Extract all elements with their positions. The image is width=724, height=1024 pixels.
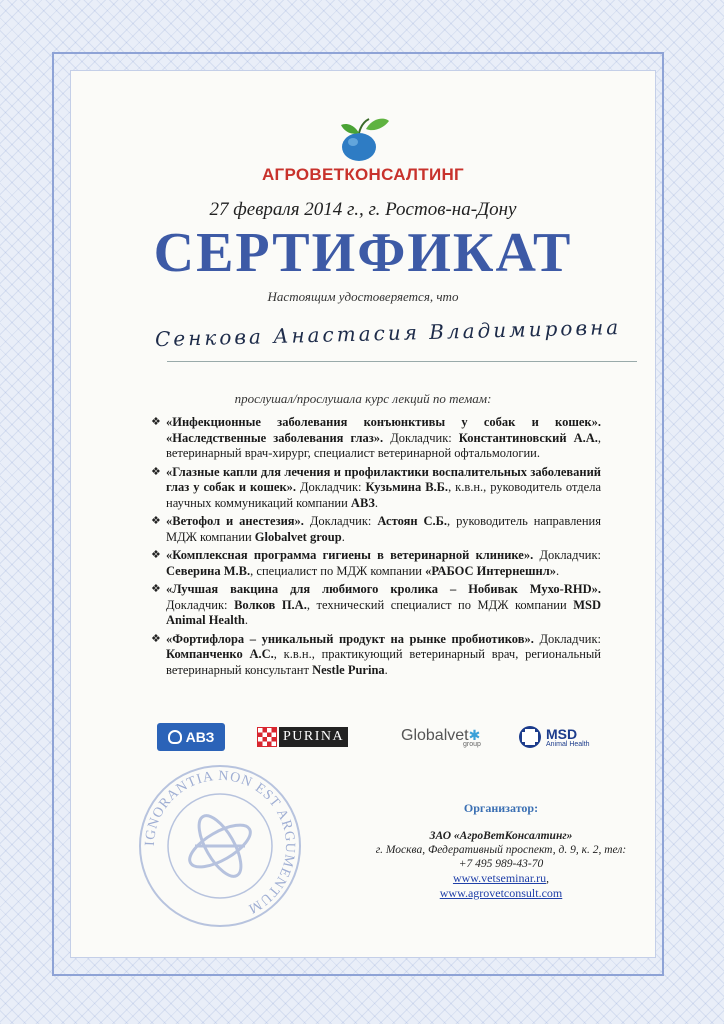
topic-text: , специалист по МДЖ компании xyxy=(250,563,426,578)
globalvet-logo-text: Globalvet xyxy=(401,726,469,744)
topic-text: , к.в.н., руководитель отдела научных коммуникаций компании xyxy=(166,480,601,510)
attended-text: прослушал/прослушала курс лекций по темам: xyxy=(234,391,492,406)
company-name: Globalvet group xyxy=(254,529,342,544)
topic-text: . xyxy=(374,495,379,510)
company-name: Nestle Purina xyxy=(312,662,385,677)
topic-text: , технический специалист по МДЖ компании xyxy=(306,597,574,612)
diamond-bullet-icon: ❖ xyxy=(151,583,161,595)
msd-subtext: Animal Health xyxy=(546,740,590,748)
topic-item xyxy=(151,415,601,462)
avz-logo xyxy=(157,723,225,751)
svg-text:IGNORANTIA NON EST ARGUMENTUM xyxy=(143,769,297,916)
speaker-name: Северина М.В. xyxy=(166,563,251,578)
company-name: MSD Animal Health xyxy=(166,597,601,627)
speaker-name: Константиновский А.А. xyxy=(458,430,598,445)
diamond-bullet-icon: ❖ xyxy=(151,632,161,645)
certificate-body xyxy=(70,70,656,958)
diamond-bullet-icon: ❖ xyxy=(151,515,161,527)
certifies-text: Настоящим удостоверяется, что xyxy=(267,289,459,304)
company-name: «РАБОС Интернешнл» xyxy=(425,563,556,578)
topic-item xyxy=(151,548,601,579)
topic-text: , руководитель направления МДЖ компании xyxy=(166,514,601,544)
purina-logo-text: PURINA xyxy=(279,727,348,747)
topic-title: «Лучшая вакцина для любимого кролика – Нобивак Мухо-RHD». xyxy=(166,582,601,596)
topic-text: . xyxy=(244,613,248,627)
star-icon: ✱ xyxy=(468,726,481,743)
msd-logo-text: MSD xyxy=(546,725,578,742)
vetseminar-link[interactable]: www.vetseminar.ru xyxy=(452,871,547,885)
organizer-address: г. Москва, Федеративный проспект, д. 9, к. 2, тел: +7 495 989-43-70 xyxy=(375,844,627,870)
topic-title: «Глазные капли для лечения и профилактики воспалительных заболеваний глаз у собак и кошек». xyxy=(166,464,601,494)
topic-text: . xyxy=(384,662,388,677)
topic-text: . xyxy=(341,529,345,544)
company-name: АВЗ xyxy=(350,495,375,510)
topic-title: «Ветофол и анестезия». xyxy=(166,514,304,528)
diamond-bullet-icon: ❖ xyxy=(151,549,161,561)
globalvet-subtext: group xyxy=(463,740,481,748)
speaker-name: Кузьмина В.Б. xyxy=(365,480,449,494)
topic-item xyxy=(151,582,601,629)
avz-logo-text: АВЗ xyxy=(185,729,215,745)
certificate-title: СЕРТИФИКАТ xyxy=(153,222,573,284)
speaker-name: Компанченко А.С. xyxy=(166,647,274,661)
topic-item xyxy=(151,632,601,679)
brand-logo xyxy=(71,115,655,163)
checkerboard-icon xyxy=(257,727,277,747)
topic-text: , ветеринарный врач-хирург, специалист ветеринарной офтальмологии. xyxy=(166,430,601,460)
msd-wordmark xyxy=(546,727,590,748)
organizer-block xyxy=(371,801,631,901)
diamond-bullet-icon: ❖ xyxy=(151,465,161,478)
topic-text: Докладчик: xyxy=(166,597,235,612)
speaker-name: Волков П.А. xyxy=(234,597,307,612)
name-underline xyxy=(167,361,637,362)
topic-item xyxy=(151,465,601,512)
topic-text: Докладчик: xyxy=(533,631,601,646)
topics-list xyxy=(151,415,601,681)
link-separator: , xyxy=(546,873,550,885)
topic-text: Докладчик: xyxy=(303,514,378,528)
organizer-name: ЗАО «АгроВетКонсалтинг» xyxy=(429,830,573,842)
topic-text: Докладчик: xyxy=(383,430,459,445)
topic-text: . xyxy=(555,563,560,578)
date-location: 27 февраля 2014 г., г. Ростов-на-Дону xyxy=(209,199,517,220)
topic-title: «Комплексная программа гигиены в ветеринарной клинике». xyxy=(166,548,534,562)
brand-name: АГРОВЕТКОНСАЛТИНГ xyxy=(261,165,464,184)
topic-item xyxy=(151,514,601,545)
apple-leaf-icon xyxy=(333,115,393,163)
diamond-bullet-icon: ❖ xyxy=(151,416,161,428)
agrovetconsult-link[interactable]: www.agrovetconsult.com xyxy=(439,886,563,900)
topic-text: Докладчик: xyxy=(296,480,366,494)
topic-title: «Инфекционные заболевания конъюнктивы у собак и кошек». «Наследственные заболевания глаз». xyxy=(166,415,601,445)
msd-cross-icon xyxy=(519,726,541,748)
globalvet-logo xyxy=(401,721,501,753)
stamp-emblem-icon xyxy=(184,810,257,883)
shield-icon xyxy=(168,730,182,744)
recipient-name: Сенкова Анастасия Владимировна xyxy=(154,314,622,352)
sponsor-logos xyxy=(157,721,597,753)
msd-logo xyxy=(519,721,609,753)
speaker-name: Астоян С.Б. xyxy=(377,514,448,528)
topic-title: «Фортифлора – уникальный продукт на рынке пробиотиков». xyxy=(166,631,534,646)
stamp-text: IGNORANTIA NON EST ARGUMENTUM xyxy=(142,768,298,917)
round-stamp xyxy=(135,761,305,931)
purina-logo xyxy=(257,721,367,753)
topic-text: Докладчик: xyxy=(533,548,601,562)
topic-text: , к.в.н., практикующий ветеринарный врач, региональный ветеринарный консультант xyxy=(166,647,602,677)
organizer-heading: Организатор: xyxy=(463,801,539,815)
